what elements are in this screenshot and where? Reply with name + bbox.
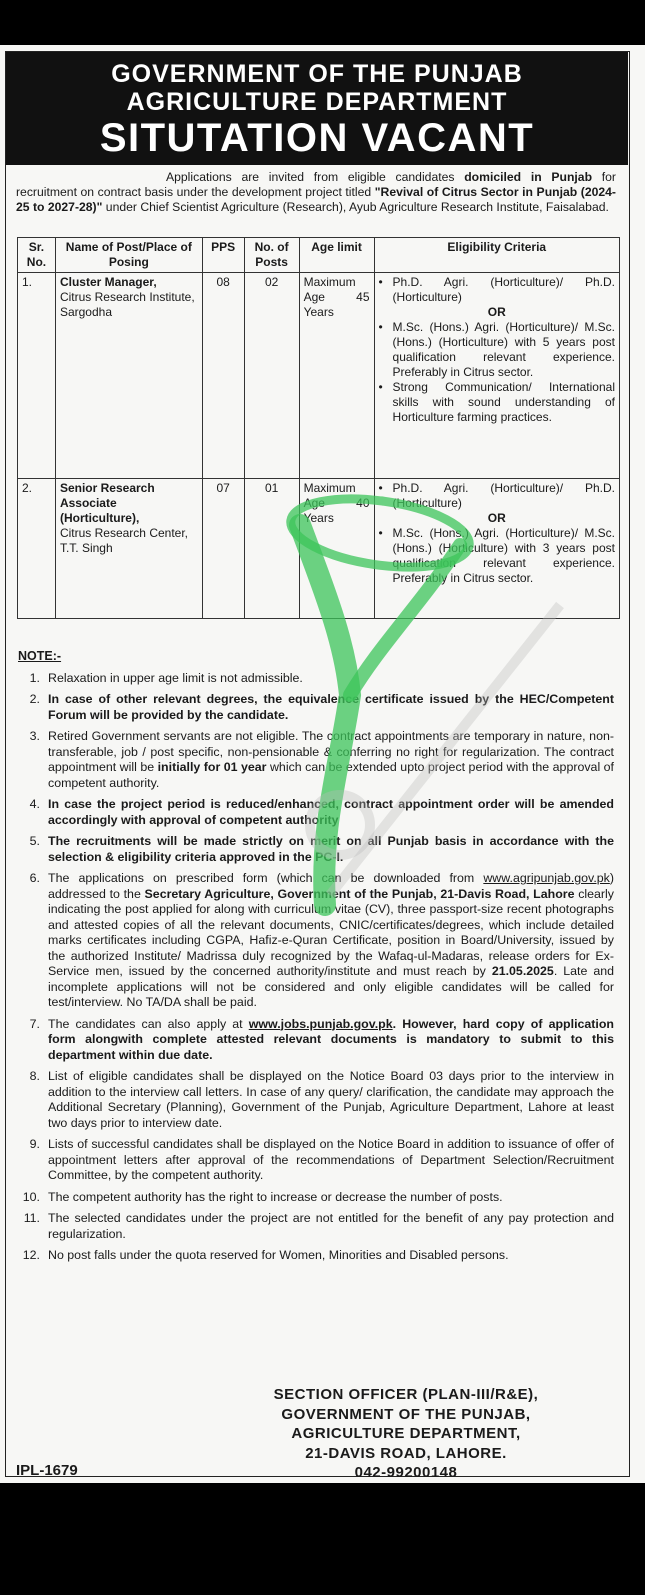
intro-text: Applications are invited from eligible candidates xyxy=(166,170,465,184)
note-item xyxy=(18,692,614,723)
criteria-item: • Ph.D. Agri. (Horticulture)/ Ph.D. (Horticulture) xyxy=(379,275,615,305)
table-row xyxy=(18,479,620,619)
note-segment: 21.05.2025 xyxy=(491,964,554,978)
note-item xyxy=(18,871,614,1011)
note-segment: Relaxation in upper age limit is not admissible. xyxy=(48,670,303,685)
sr-no-cell: 1. xyxy=(18,273,56,479)
note-text xyxy=(48,1190,614,1206)
note-item xyxy=(18,1017,614,1064)
signature-line: AGRICULTURE DEPARTMENT, xyxy=(291,1425,521,1442)
criteria-item: • M.Sc. (Hons.) Agri. (Horticulture)/ M.Sc. (Hons.) (Horticulture) with 3 years post qualification relevant experience. Preferably in Citrus sector. xyxy=(379,526,615,586)
note-number: 11. xyxy=(23,1211,40,1225)
intro-text: domiciled in Punjab xyxy=(464,170,593,184)
post-cell xyxy=(55,273,202,479)
note-item xyxy=(18,834,614,865)
age-limit-cell: Maximum Age 40 Years xyxy=(299,479,374,619)
post-title: Senior Research Associate (Horticulture), xyxy=(59,481,155,525)
note-link[interactable]: www.agripunjab.gov.pk xyxy=(483,871,610,885)
note-number: 12. xyxy=(22,1248,40,1262)
criteria-item: • Ph.D. Agri. (Horticulture)/ Ph.D. (Horticulture) xyxy=(379,481,615,511)
table-row xyxy=(18,273,620,479)
note-number: 7. xyxy=(29,1016,40,1031)
note-text xyxy=(48,1017,614,1064)
ad-header xyxy=(6,52,628,165)
note-text xyxy=(48,1248,614,1264)
notes-section xyxy=(18,649,614,1270)
note-item xyxy=(18,671,614,687)
notes-title: NOTE:- xyxy=(18,649,62,663)
signature-block xyxy=(206,1385,606,1483)
note-number: 10. xyxy=(22,1189,40,1204)
age-limit-cell: Maximum Age 45 Years xyxy=(299,273,374,479)
header-government: GOVERNMENT OF THE PUNJAB xyxy=(111,60,523,88)
note-text xyxy=(48,1069,614,1131)
note-segment: which can be extended upto project period with the approval of competent authority. xyxy=(48,760,615,790)
note-segment: No post falls under the quota reserved for Women, Minorities and Disabled persons. xyxy=(48,1248,509,1262)
post-cell xyxy=(55,479,202,619)
note-text xyxy=(48,692,614,723)
or-separator: OR xyxy=(487,305,506,319)
note-number: 1. xyxy=(29,670,40,685)
note-segment: Lists of successful candidates shall be displayed on the Notice Board in addition to issuance of offer of appointment letters after approval of the recommendations of Department Selection/Recruitment Committee, by the competent authority. xyxy=(48,1137,614,1182)
criteria-item: • Strong Communication/ International skills with sound understanding of Horticulture farming practices. xyxy=(379,380,615,425)
note-segment: In case of other relevant degrees, the equivalence certificate issued by the HEC/Competent Forum will be provided by the candidate. xyxy=(48,692,614,722)
post-title: Cluster Manager, xyxy=(59,275,157,289)
intro-paragraph xyxy=(16,170,616,215)
post-place: Citrus Research Institute, Sargodha xyxy=(59,290,195,319)
eligibility-cell xyxy=(374,479,619,619)
note-text xyxy=(48,729,614,791)
header-title: SITUTATION VACANT xyxy=(99,116,535,160)
column-header: Sr. No. xyxy=(18,238,56,273)
note-segment: . Late and incomplete applications will not be considered and only eligible candidates will be called for test/interview. No TA/DA shall be paid. xyxy=(48,964,615,1009)
intro-text: under Chief Scientist Agriculture (Research), Ayub Agriculture Research Institute, Faisalabad. xyxy=(102,200,609,214)
sr-no-cell: 2. xyxy=(18,479,56,619)
ad-frame xyxy=(5,51,630,1481)
note-segment: The candidates can also apply at xyxy=(48,1016,249,1031)
note-number: 5. xyxy=(29,834,40,848)
table-header-row xyxy=(18,238,620,273)
note-item xyxy=(18,1211,614,1242)
criteria-item: • M.Sc. (Hons.) Agri. (Horticulture)/ M.Sc. (Hons.) (Horticulture) with 5 years post qualification relevant experience. Preferably in Citrus sector. xyxy=(379,320,615,380)
posts-count-cell: 01 xyxy=(244,479,299,619)
note-segment: Retired Government servants are not eligible. xyxy=(48,729,302,743)
note-item xyxy=(18,729,614,791)
note-text xyxy=(48,1137,614,1184)
note-number: 2. xyxy=(29,692,40,706)
note-segment: . However, hard copy of application form alongwith complete attested relevant documents is mandatory to submit to this department within due date. xyxy=(48,1016,614,1062)
note-text xyxy=(48,871,614,1011)
note-text xyxy=(48,1211,614,1242)
note-segment: Secretary Agriculture, Government of the Punjab, 21-Davis Road, Lahore xyxy=(144,886,575,901)
header-department: AGRICULTURE DEPARTMENT xyxy=(126,88,508,116)
note-segment: The competent authority has the right to increase or decrease the number of posts. xyxy=(48,1189,503,1204)
or-separator: OR xyxy=(487,511,506,525)
signature-line: SECTION OFFICER (PLAN-III/R&E), xyxy=(273,1386,539,1403)
note-number: 3. xyxy=(29,729,40,743)
note-segment: In case the project period is reduced/enhanced, contract appointment order will be amended accordingly with approval of competent authority xyxy=(48,797,614,827)
signature-line: GOVERNMENT OF THE PUNJAB, xyxy=(281,1405,531,1423)
note-segment: The recruitments will be made strictly on merit on all Punjab basis in accordance with the selection & eligibility criteria approved in the PC-I. xyxy=(48,834,614,864)
signature-line: 042-99200148 xyxy=(354,1464,458,1481)
column-header: No. of Posts xyxy=(244,238,299,273)
note-segment: The applications on prescribed form (which can be downloaded from xyxy=(48,871,484,885)
note-segment: initially for 01 year xyxy=(157,760,267,774)
pps-cell: 08 xyxy=(202,273,244,479)
column-header: Name of Post/Place of Posing xyxy=(55,238,202,273)
column-header: Age limit xyxy=(299,238,374,273)
note-link[interactable]: www.jobs.punjab.gov.pk xyxy=(248,1016,393,1031)
note-number: 8. xyxy=(29,1069,40,1083)
note-segment: List of eligible candidates shall be displayed on the Notice Board 03 days prior to the interview in addition to the interview call letters. In case of any query/ clarification, the candidate may approach the Additional Secretary (Planning), Government of the Punjab, Agriculture Department, Lahore at least two days prior to interview date. xyxy=(48,1069,614,1130)
criteria-list xyxy=(379,275,615,425)
intro-text: for recruitment on contract basis under the development project titled xyxy=(16,170,616,199)
note-item xyxy=(18,1248,614,1264)
advertisement-page xyxy=(0,45,645,1483)
note-text xyxy=(48,671,614,687)
column-header: PPS xyxy=(202,238,244,273)
note-segment: ) addressed to the xyxy=(48,871,614,901)
posts-table xyxy=(17,237,620,619)
posts-count-cell: 02 xyxy=(244,273,299,479)
note-number: 6. xyxy=(29,871,40,885)
note-text xyxy=(48,834,614,865)
pps-cell: 07 xyxy=(202,479,244,619)
note-segment: The contract appointments are temporary in nature, non-transferable, job / post specific, non-pensionable & conferring no right for regularization. The contract appointment will be xyxy=(48,729,614,774)
note-item xyxy=(18,1069,614,1131)
note-item xyxy=(18,797,614,828)
note-item xyxy=(18,1137,614,1184)
signature-line: 21-DAVIS ROAD, LAHORE. xyxy=(305,1444,507,1462)
criteria-list xyxy=(379,481,615,586)
note-number: 9. xyxy=(29,1137,40,1151)
note-number: 4. xyxy=(29,797,40,811)
intro-text: "Revival of Citrus Sector in Punjab (2024-25 to 2027-28)" xyxy=(16,185,616,214)
note-text xyxy=(48,797,614,828)
post-place: Citrus Research Center, T.T. Singh xyxy=(59,526,189,555)
ipl-number: IPL-1679 xyxy=(16,1462,78,1479)
note-segment: The selected candidates under the project are not entitled for the benefit of any pay protection and regularization. xyxy=(48,1211,614,1241)
note-segment: clearly indicating the post applied for along with curriculum vitae (CV), three passport-size recent photographs and attested copies of all the relevant documents, CNIC/certificates/degrees, which include detailed marks certificates including CGPA, Hafiz-e-Quran Certificate, position in Board/University, issued by the authorized Institute/ Madrissa duly recognized by the Wafaq-ul-Madaras, release orders for Ex-Service men, issued by the concerned authority/institute and must reach by xyxy=(48,886,614,978)
column-header: Eligibility Criteria xyxy=(374,238,619,273)
note-item xyxy=(18,1190,614,1206)
eligibility-cell xyxy=(374,273,619,479)
